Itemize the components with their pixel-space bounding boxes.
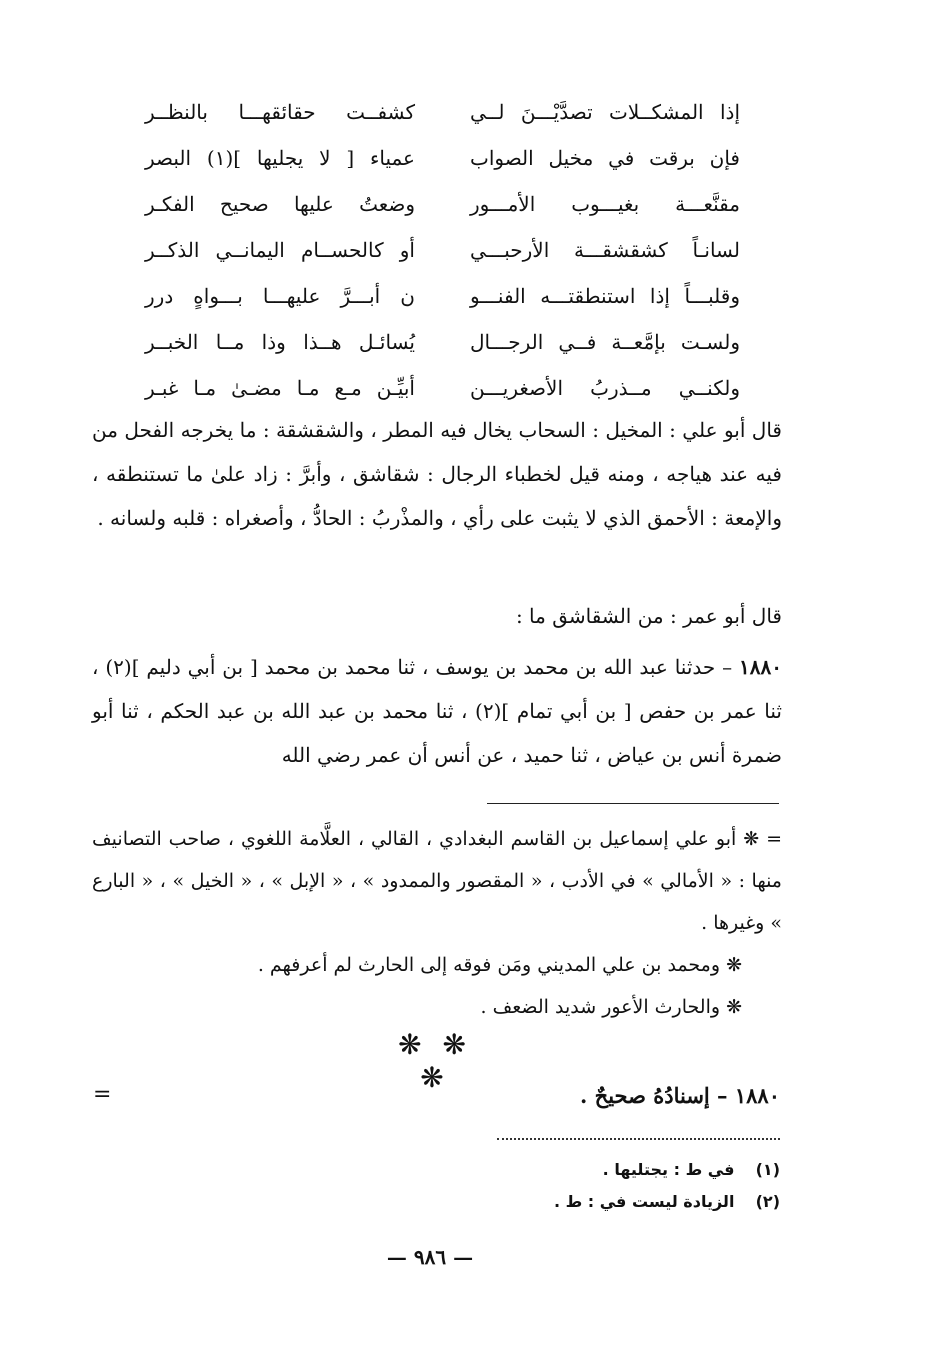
footnote-text: الزيادة ليست في : ط . (553, 1192, 735, 1211)
poem-verse (140, 184, 740, 230)
verse-second-hemistich: أو كالحســام اليمانــي الذكــر (145, 238, 415, 262)
footnote-separator (497, 1138, 780, 1140)
footnote-text: في ط : يجتليها . (602, 1160, 735, 1179)
poem-verse (140, 230, 740, 276)
poem-verse (140, 276, 740, 322)
verse-first-hemistich: ولسـت بإمَّعــة فــي الرجـــال (470, 330, 740, 354)
narration-intro: قال أبو عمر : من الشقاشق ما : (515, 604, 782, 628)
verse-second-hemistich: يُسائـل هــذا وذا مــا الخبــر (145, 330, 415, 354)
verse-first-hemistich: لسانـاً كشقشقـــة الأرحبـــي (470, 238, 740, 262)
poem-verse (140, 138, 740, 184)
verse-first-hemistich: ولكنــي مــذربُ الأصغريـــن (470, 376, 740, 400)
separator-stars: ❋ ❋ ❋ (398, 1028, 472, 1094)
footnote-number: (١) (755, 1160, 780, 1179)
notes-block (92, 818, 782, 1028)
hadith-grade: ١٨٨٠ – إسنادُهُ صحيحٌ . (580, 1083, 780, 1108)
footnote-number: (٢) (755, 1192, 780, 1211)
notes-divider (487, 803, 779, 804)
commentary-paragraph: قال أبو علي : المخيل : السحاب يخال فيه المطر ، والشقشقة : ما يخرجه الفحل من فيه عند هياجه ، ومنه قيل لخطباء الرجال : شقاشق ، وأبرَّ : زاد علىٰ ما تستنطقه ، والإمعة : الأحمق الذي لا يثبت على رأي ، والمذْربُ : الحادُّ ، وأصغراه : قلبه ولسانه . (92, 418, 782, 530)
footnote-2 (554, 1189, 780, 1215)
note-muhammad: ❋ ومحمد بن علي المديني ومَن فوقه إلى الحارث لم أعرفهم . (257, 954, 742, 976)
hadith-number: ١٨٨٠ (739, 655, 782, 679)
verse-first-hemistich: مقنَّعـــة بغيـــوب الأمـــور (470, 192, 740, 216)
verse-first-hemistich: فإن برقت في مخيل الصواب (470, 146, 740, 170)
poem-verse (140, 92, 740, 138)
verse-second-hemistich: وضعتُ عليها صحيح الفكـر (145, 192, 415, 216)
page-number: — ٩٨٦ — (386, 1245, 474, 1269)
verse-second-hemistich: عمياء [ لا يجليها ](١) البصر (145, 146, 415, 170)
note-abu-ali: = ❋ أبو علي إسماعيل بن القاسم البغدادي ، القالي ، العلَّامة اللغوي ، صاحب التصانيف منها : « الأمالي » في الأدب ، « المقصور والممدود » ، « الإبل » ، « الخيل » ، « البارع » وغيرها . (92, 828, 782, 934)
verse-second-hemistich: كشفــت حقائقهـــا بالنظــر (145, 100, 415, 124)
footnote-1 (603, 1157, 780, 1183)
continuation-mark: = (93, 1082, 112, 1107)
poem-verse (140, 322, 740, 368)
hadith-text: – حدثنا عبد الله بن محمد بن يوسف ، ثنا محمد بن محمد [ بن أبي دليم ](٢) ، ثنا عمر بن حفص [ بن أبي تمام ](٢) ، ثنا محمد بن عبد الله بن عبد الحكم ، ثنا أبو ضمرة أنس بن عياض ، ثنا حميد ، عن أنس أن عمر رضي الله (92, 655, 782, 767)
verse-second-hemistich: ن أبـــرَّ عليهـــا بـــواهٍ درر (145, 284, 415, 308)
verse-first-hemistich: إذا المشكــلات تصدَّيْـــنَ لــي (470, 100, 740, 124)
hadith-paragraph (92, 645, 782, 777)
verse-second-hemistich: أبيِّـن مـع مـا مضـىٰ مـا غبـر (145, 376, 415, 400)
poem-block (140, 92, 740, 414)
verse-first-hemistich: وقلبـــاً إذا استنطقتـــه الفنـــو (470, 284, 740, 308)
note-harith: ❋ والحارث الأعور شديد الضعف . (480, 996, 742, 1018)
